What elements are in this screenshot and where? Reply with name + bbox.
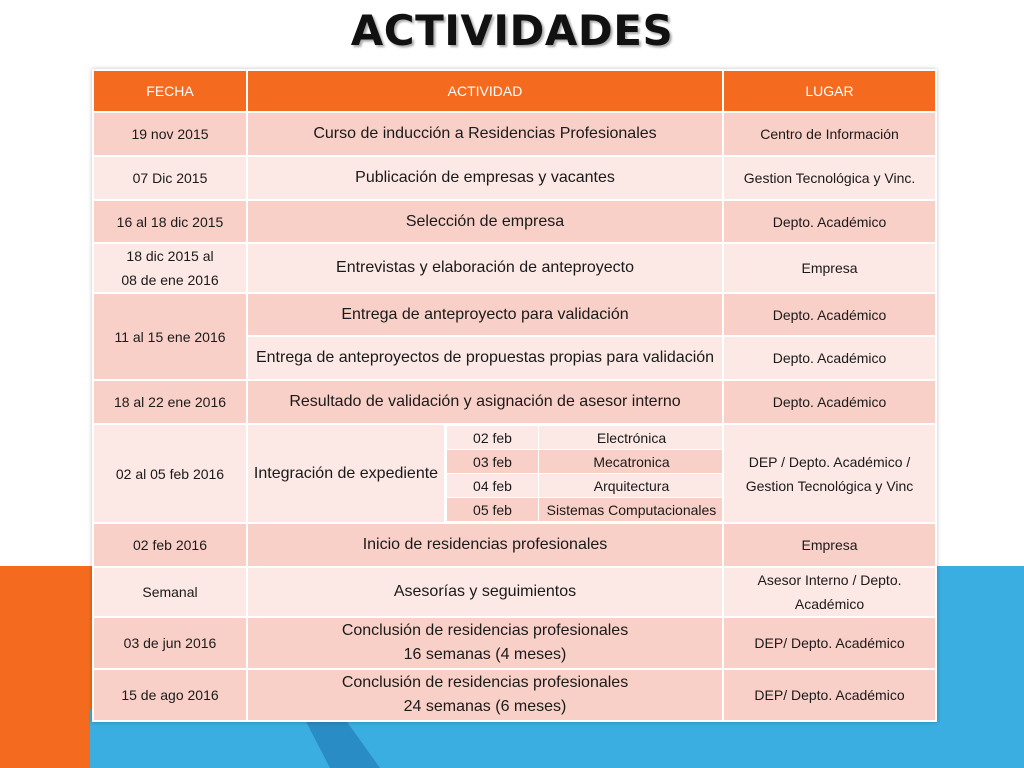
row-place: Empresa xyxy=(723,523,936,567)
row-activity: Asesorías y seguimientos xyxy=(247,567,723,617)
sub-career: Electrónica xyxy=(539,426,724,450)
sub-date: 03 feb xyxy=(447,450,539,474)
header-fecha: FECHA xyxy=(93,70,247,112)
sub-schedule xyxy=(445,424,723,523)
row-date: 16 al 18 dic 2015 xyxy=(93,200,247,243)
row-place xyxy=(723,424,936,523)
row-date xyxy=(93,243,247,293)
table-row xyxy=(93,156,936,200)
row-date: 03 de jun 2016 xyxy=(93,617,247,669)
row-place: Depto. Académico xyxy=(723,293,936,336)
sub-row xyxy=(447,426,724,450)
sub-career: Sistemas Computacionales xyxy=(539,498,724,522)
row-activity: Curso de inducción a Residencias Profesionales xyxy=(247,112,723,156)
row-activity-line-2: 16 semanas (4 meses) xyxy=(403,646,567,663)
row-place: Depto. Académico xyxy=(723,200,936,243)
sub-row xyxy=(447,498,724,522)
row-place: DEP/ Depto. Académico xyxy=(723,669,936,721)
table-row xyxy=(93,380,936,424)
sub-career: Mecatronica xyxy=(539,450,724,474)
row-place: Empresa xyxy=(723,243,936,293)
table-row xyxy=(93,243,936,293)
sub-schedule-table xyxy=(446,425,723,522)
row-activity xyxy=(247,669,723,721)
row-activity: Entrega de anteproyectos de propuestas propias para validación xyxy=(247,336,723,380)
row-place-line-1: DEP / Depto. Académico / xyxy=(748,453,911,470)
table-row xyxy=(93,112,936,156)
row-activity: Publicación de empresas y vacantes xyxy=(247,156,723,200)
table-row xyxy=(93,617,936,669)
table-row xyxy=(93,200,936,243)
row-date: 18 al 22 ene 2016 xyxy=(93,380,247,424)
row-activity: Inicio de residencias profesionales xyxy=(247,523,723,567)
row-date: 02 al 05 feb 2016 xyxy=(93,424,247,523)
sub-date: 05 feb xyxy=(447,498,539,522)
row-place: Depto. Académico xyxy=(723,380,936,424)
row-place: Gestion Tecnológica y Vinc. xyxy=(723,156,936,200)
table-row xyxy=(93,424,936,523)
orange-left-shape xyxy=(0,566,92,768)
row-activity xyxy=(247,617,723,669)
row-place: Centro de Información xyxy=(723,112,936,156)
row-activity-line-2: 24 semanas (6 meses) xyxy=(403,698,567,715)
row-date-line-1: 18 dic 2015 al xyxy=(126,248,214,264)
row-date: Semanal xyxy=(93,567,247,617)
table-row xyxy=(93,669,936,721)
sub-row xyxy=(447,474,724,498)
row-date: 07 Dic 2015 xyxy=(93,156,247,200)
header-lugar: LUGAR xyxy=(723,70,936,112)
sub-row xyxy=(447,450,724,474)
row-date: 19 nov 2015 xyxy=(93,112,247,156)
row-activity: Integración de expediente xyxy=(247,424,445,523)
header-actividad: ACTIVIDAD xyxy=(247,70,723,112)
sub-career: Arquitectura xyxy=(539,474,724,498)
row-activity: Resultado de validación y asignación de asesor interno xyxy=(247,380,723,424)
row-date: 15 de ago 2016 xyxy=(93,669,247,721)
row-date: 11 al 15 ene 2016 xyxy=(93,293,247,380)
row-activity: Entrega de anteproyecto para validación xyxy=(247,293,723,336)
row-place xyxy=(723,567,936,617)
row-date: 02 feb 2016 xyxy=(93,523,247,567)
table-row xyxy=(93,293,936,336)
sub-date: 02 feb xyxy=(447,426,539,450)
activities-table xyxy=(92,69,937,722)
sub-date: 04 feb xyxy=(447,474,539,498)
row-activity: Selección de empresa xyxy=(247,200,723,243)
row-place: DEP/ Depto. Académico xyxy=(723,617,936,669)
row-place-line-1: Asesor Interno / Depto. xyxy=(757,572,902,588)
row-place: Depto. Académico xyxy=(723,336,936,380)
table-header-row xyxy=(93,70,936,112)
row-date-line-2: 08 de ene 2016 xyxy=(121,272,219,288)
table-row xyxy=(93,523,936,567)
page-title: ACTIVIDADES xyxy=(350,6,674,55)
row-place-line-2: Gestion Tecnológica y Vinc xyxy=(745,477,914,494)
row-place-line-2: Académico xyxy=(794,596,865,612)
table-row xyxy=(93,567,936,617)
row-activity-line-1: Conclusión de residencias profesionales xyxy=(341,622,629,639)
row-activity-line-1: Conclusión de residencias profesionales xyxy=(341,674,629,691)
row-activity: Entrevistas y elaboración de anteproyecto xyxy=(247,243,723,293)
